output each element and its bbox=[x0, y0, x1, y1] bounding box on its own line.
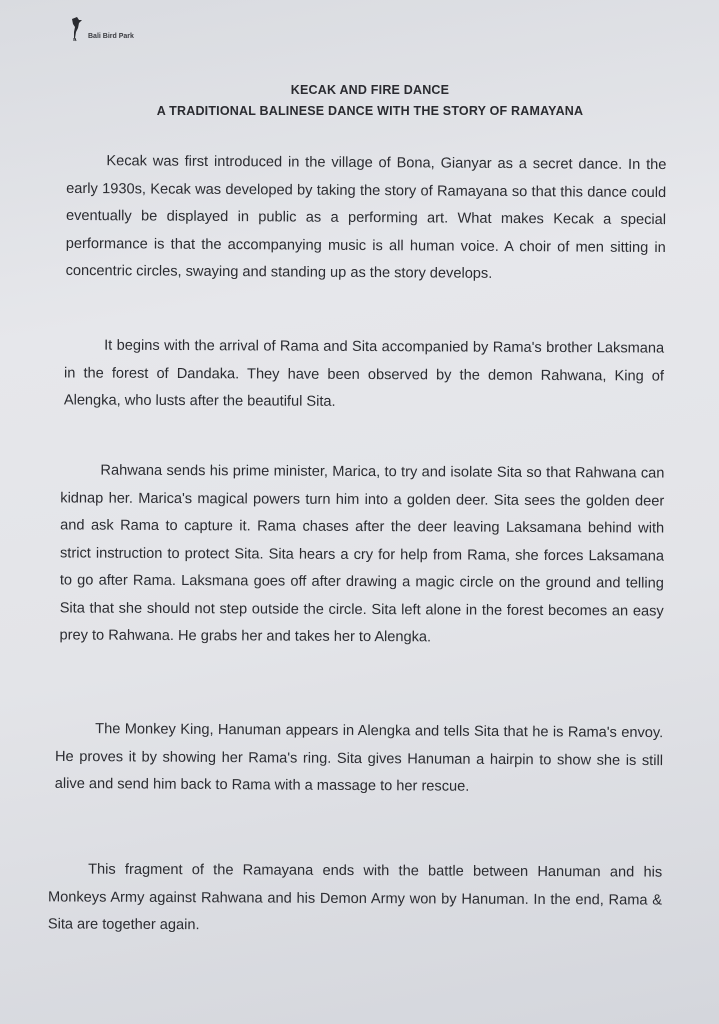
paragraph-arrival: It begins with the arrival of Rama and Sita accompanied by Rama's brother Laksmana in the forest of Dandaka. They have been observed by the demon Rahwana, King of Alengka, who lusts after the beautiful Sita. bbox=[63, 337, 665, 410]
paragraph-kecak-intro: Kecak was first introduced in the village of Bona, Gianyar as a secret dance. In the early 1930s, Kecak was developed by taking the story of Ramayana so that this dance could eventually be displayed in public as a performing art. What makes Kecak a special performance is that the accompanying music is all human voice. A choir of men sitting in concentric circles, swaying and standing up as the story develops. bbox=[65, 153, 667, 282]
heading-block bbox=[60, 80, 680, 122]
paragraph-kidnapping: Rahwana sends his prime minister, Marica, to try and isolate Sita so that Rahwana can kidnap her. Marica's magical powers turn him into a golden deer. Sita sees the golden deer and ask Rama to capture it. Rama chases after the deer leaving Laksamana behind with strict instruction to protect Sita. Sita hears a cry for help from Rama, she forces Laksamana to go after Rama. Laksmana goes off after drawing a magic circle on the ground and telling Sita that she should not step outside the circle. Sita left alone in the forest becomes an easy prey to Rahwana. He grabs her and takes her to Alengka. bbox=[59, 462, 665, 646]
paragraph-ending: This fragment of the Ramayana ends with the battle between Hanuman and his Monkeys Army against Rahwana and his Demon Army won by Hanuman. In the end, Rama & Sita are together again. bbox=[47, 861, 663, 934]
logo-text: Bali Bird Park bbox=[88, 33, 134, 40]
paragraph-hanuman: The Monkey King, Hanuman appears in Alengka and tells Sita that he is Rama's envoy. He proves it by showing her Rama's ring. Sita gives Hanuman a hairpin to show she is still alive and send him back to Rama with a massage to her rescue. bbox=[54, 721, 664, 795]
document-title: KECAK AND FIRE DANCE bbox=[290, 83, 450, 97]
bird-logo-icon bbox=[70, 16, 84, 42]
document-subtitle: A TRADITIONAL BALINESE DANCE WITH THE STORY OF RAMAYANA bbox=[156, 104, 584, 118]
bali-bird-park-logo bbox=[70, 16, 134, 42]
